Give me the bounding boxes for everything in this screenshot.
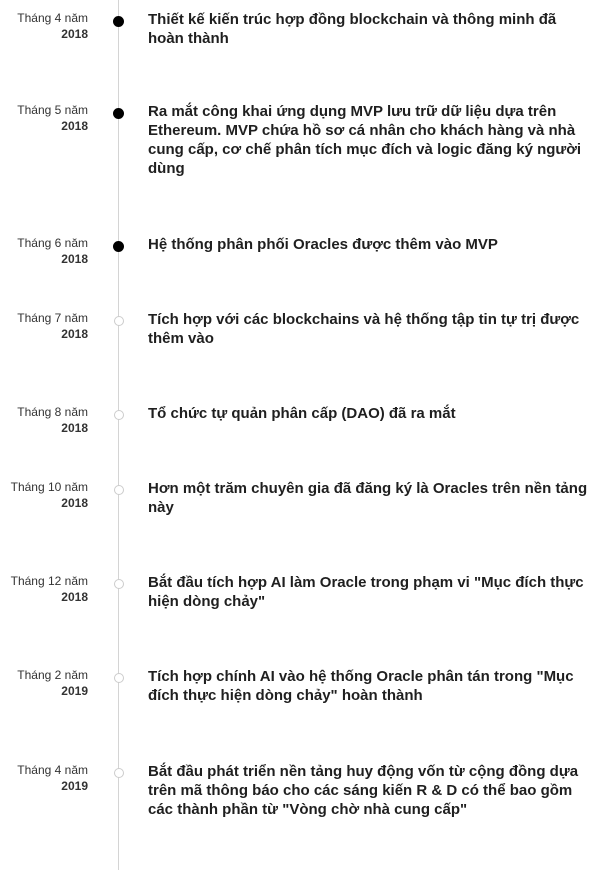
- milestone-pending-dot: [114, 768, 124, 778]
- entry-month: Tháng 12 năm: [10, 574, 88, 588]
- entry-date: [0, 235, 88, 267]
- entry-month: Tháng 6 năm: [17, 236, 88, 250]
- timeline-axis-line: [118, 0, 119, 870]
- entry-month: Tháng 7 năm: [17, 311, 88, 325]
- entry-description: Hệ thống phân phối Oracles được thêm vào MVP: [148, 236, 498, 253]
- entry-month: Tháng 4 năm: [17, 763, 88, 777]
- entry-date: [0, 573, 88, 605]
- entry-year: 2019: [61, 684, 88, 698]
- entry-description: Ra mắt công khai ứng dụng MVP lưu trữ dữ liệu dựa trên Ethereum. MVP chứa hồ sơ cá nhân cho khách hàng và nhà cung cấp, cơ chế phân tích mục đích và logic đăng ký người dùng: [148, 103, 582, 177]
- entry-month: Tháng 8 năm: [17, 405, 88, 419]
- entry-description: Hơn một trăm chuyên gia đã đăng ký là Oracles trên nền tảng này: [148, 480, 588, 516]
- entry-date: [0, 10, 88, 42]
- entry-description: Tích hợp chính AI vào hệ thống Oracle phân tán trong "Mục đích thực hiện dòng chảy" hoàn thành: [148, 668, 574, 704]
- entry-date: [0, 667, 88, 699]
- entry-month: Tháng 5 năm: [17, 103, 88, 117]
- entry-year: 2018: [61, 252, 88, 266]
- milestone-completed-dot: [113, 241, 124, 252]
- entry-description: Bắt đầu phát triển nền tảng huy động vốn từ cộng đồng dựa trên mã thông báo cho các sáng kiến R & D có thể bao gồm các thành phần từ "Vòng chờ nhà cung cấp": [148, 763, 579, 818]
- entry-description: Tổ chức tự quản phân cấp (DAO) đã ra mắt: [148, 405, 456, 422]
- milestone-completed-dot: [113, 16, 124, 27]
- milestone-completed-dot: [113, 108, 124, 119]
- entry-description: Thiết kế kiến trúc hợp đồng blockchain và thông minh đã hoàn thành: [148, 11, 557, 47]
- entry-description: Tích hợp với các blockchains và hệ thống tập tin tự trị được thêm vào: [148, 311, 580, 347]
- entry-date: [0, 479, 88, 511]
- milestone-pending-dot: [114, 579, 124, 589]
- entry-year: 2018: [61, 327, 88, 341]
- entry-year: 2019: [61, 779, 88, 793]
- entry-year: 2018: [61, 590, 88, 604]
- entry-month: Tháng 10 năm: [10, 480, 88, 494]
- entry-year: 2018: [61, 27, 88, 41]
- entry-year: 2018: [61, 421, 88, 435]
- entry-month: Tháng 4 năm: [17, 11, 88, 25]
- entry-date: [0, 102, 88, 134]
- milestone-pending-dot: [114, 410, 124, 420]
- entry-year: 2018: [61, 496, 88, 510]
- entry-year: 2018: [61, 119, 88, 133]
- entry-month: Tháng 2 năm: [17, 668, 88, 682]
- milestone-pending-dot: [114, 316, 124, 326]
- milestone-pending-dot: [114, 673, 124, 683]
- entry-date: [0, 762, 88, 794]
- entry-date: [0, 310, 88, 342]
- entry-description: Bắt đầu tích hợp AI làm Oracle trong phạm vi "Mục đích thực hiện dòng chảy": [148, 574, 584, 610]
- milestone-pending-dot: [114, 485, 124, 495]
- entry-date: [0, 404, 88, 436]
